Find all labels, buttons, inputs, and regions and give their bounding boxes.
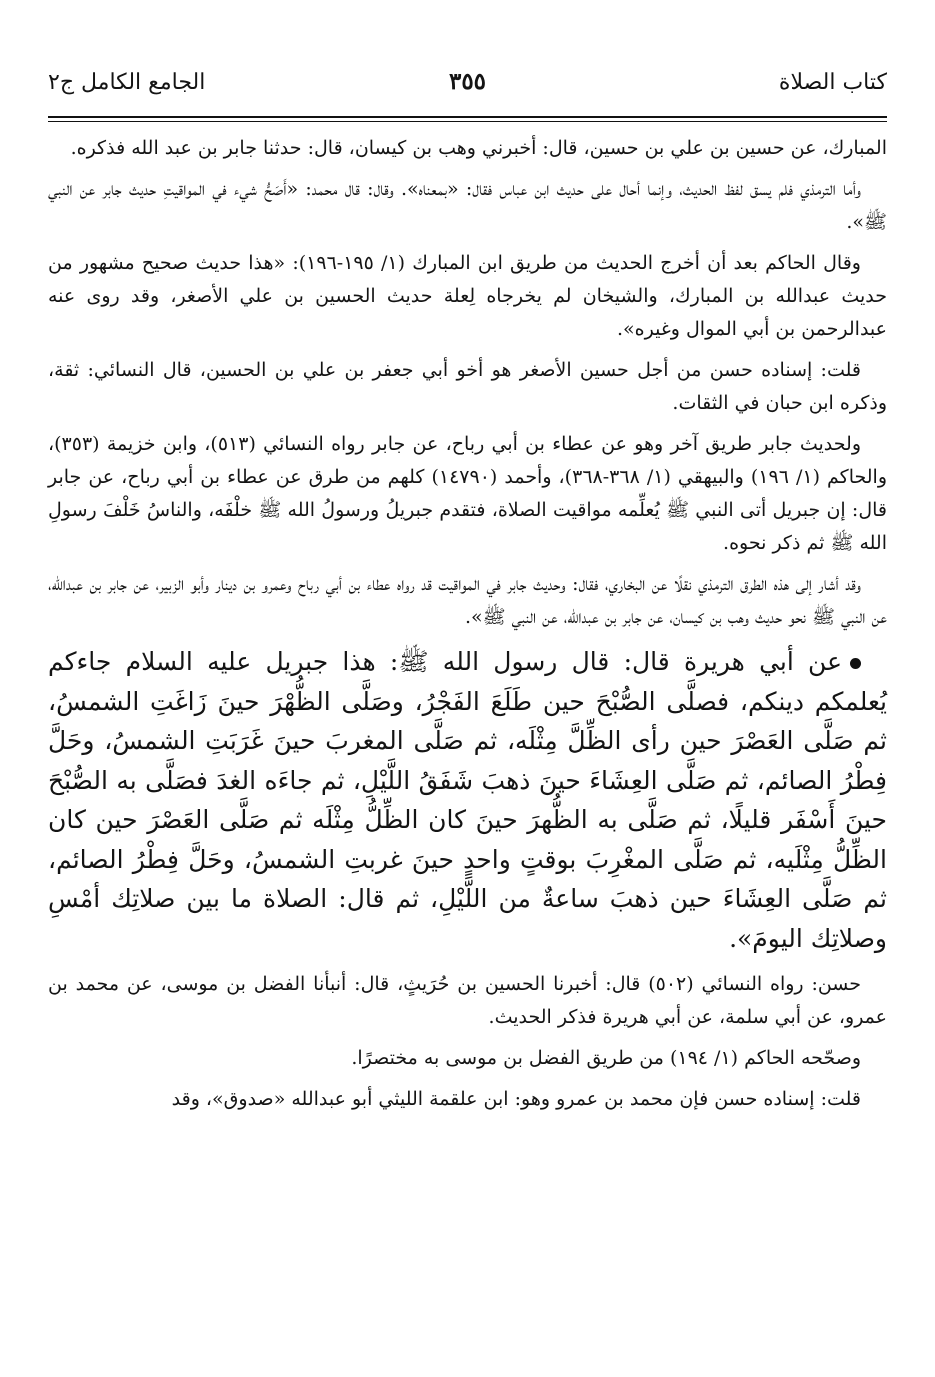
- book-page: [48, 62, 887, 1377]
- page-number: ٣٥٥: [448, 68, 487, 95]
- running-header: [48, 62, 887, 106]
- hadith-body: عن أبي هريرة قال: قال رسول الله ﷺ: هذا جبريل عليه السلام جاءكم يُعلمكم دينكم، فصلَّى الصُّبْحَ حين طَلَعَ الفَجْرُ، وصَلَّى الظُّهْرَ حينَ زَاغَتِ الشمسُ، ثم صَلَّى العَصْرَ حين رأى الظِّلَّ مِثْلَه، ثم صَلَّى المغربَ حينَ غَرَبَتِ الشمسُ، وحَلَّ فِطْرُ الصائم، ثم صَلَّى العِشَاءَ حينَ ذهبَ شَفَقُ اللَّيْلِ، ثم جاءَه الغدَ فصَلَّى به الصُّبْحَ حينَ أَسْفَر قليلًا، ثم صَلَّى به الظُّهرَ حينَ كان الظِّلُّ مِثْلَه ثم صَلَّى العَصْرَ حين كان الظِّلُّ مِثْلَيه، ثم صَلَّى المغْرِبَ بوقتٍ واحدٍ حينَ غربتِ الشمسُ، وحَلَّ فِطْرُ الصائم، ثم صَلَّى العِشَاءَ حين ذهبَ ساعةٌ من اللَّيْلِ، ثم قال: الصلاة ما بين صلاتِك أمْسِ وصلاتِك اليومَ».: [48, 647, 887, 953]
- paragraph-hakim: وقال الحاكم بعد أن أخرج الحديث من طريق ابن المبارك (١/ ١٩٥-١٩٦): «هذا حديث صحيح مشهور من حديث عبدالله بن المبارك، والشيخان لم يخرجاه لِعلة حديث الحسين بن علي الأصغر، وقد روى عنه عبدالرحمن بن أبي الموال وغيره».: [48, 252, 887, 340]
- chapter-title: كتاب الصلاة: [778, 70, 887, 95]
- bullet-icon: [850, 658, 861, 669]
- paragraph-bukhari: وقد أشار إلى هذه الطرق الترمذي نقلًا عن البخاري، فقال: وحديث جابر في المواقيت قد رواه عطاء بن أبي رباح وعمرو بن دينار وأبو الزبير، عن جابر بن عبدالله، عن النبي ﷺ نحو حديث وهب بن كيسان، عن جابر بن عبدالله، عن النبي ﷺ».: [48, 573, 887, 628]
- paragraph-continuation: المبارك، عن حسين بن علي بن حسين، قال: أخبرني وهب بن كيسان، قال: حدثنا جابر بن عبد الله فذكره.: [70, 137, 887, 159]
- header-rule-thin: [48, 121, 887, 122]
- book-title: الجامع الكامل ج٢: [48, 70, 206, 95]
- paragraph-isnad-note: قلت: إسناده حسن من أجل حسين الأصغر هو أخو أبي جعفر بن علي بن الحسين، قال النسائي: ثقة، وذكره ابن حبان في الثقات.: [48, 359, 887, 414]
- header-rule-thick: [48, 116, 887, 118]
- paragraph-grading: حسن: رواه النسائي (٥٠٢) قال: أخبرنا الحسين بن حُرَيثٍ، قال: أنبأنا الفضل بن موسى، عن محمد بن عمرو، عن أبي سلمة، عن أبي هريرة فذكر الحديث.: [48, 973, 887, 1028]
- paragraph-hakim-sahih: وصحّحه الحاكم (١/ ١٩٤) من طريق الفضل بن موسى به مختصرًا.: [351, 1047, 861, 1069]
- paragraph-final: قلت: إسناده حسن فإن محمد بن عمرو وهو: ابن علقمة الليثي أبو عبدالله «صدوق»، وقد: [171, 1088, 861, 1110]
- hadith-text: [48, 642, 887, 958]
- page-body: [48, 132, 887, 1116]
- paragraph-tirmidhi: وأما الترمذي فلم يسق لفظ الحديث، وإنما أحال على حديث ابن عباس فقال: «بمعناه». وقال: قال محمد: «أَصَحُّ شيء في المواقيتِ حديث جابر عن النبي ﷺ».: [48, 178, 887, 233]
- paragraph-other-route: ولحديث جابر طريق آخر وهو عن عطاء بن أبي رباح، عن جابر رواه النسائي (٥١٣)، وابن خزيمة (٣٥٣)، والحاكم (١/ ١٩٦) والبيهقي (١/ ٣٦٨-٣٦٨)، وأحمد (١٤٧٩٠) كلهم من طرق عن عطاء بن أبي رباح، عن جابر قال: إن جبريل أتى النبي ﷺ يُعلِّمه مواقيت الصلاة، فتقدم جبريلُ ورسولُ الله ﷺ خلْفَه، والناسُ خَلْفَ رسولِ الله ﷺ ثم ذكر نحوه.: [48, 433, 888, 554]
